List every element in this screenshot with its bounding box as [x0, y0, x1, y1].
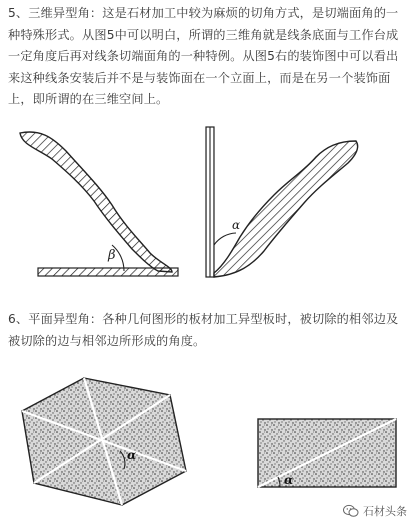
left-table-base: [38, 268, 178, 276]
watermark-text: 石材头条: [363, 505, 407, 518]
rectangle-angle-label: α: [284, 473, 294, 487]
left-angle-label: β: [108, 248, 116, 263]
section-5-paragraph: 5、三维异型角：这是石材加工中较为麻烦的切角方式，是切端面角的一种特殊形式。从图5中可以明白，所谓的三维角就是线条底面与工作台成一定角度后再对线条切端面角的一种特例。从图5右的装饰图中可以看出来这种线条安装后并不是与装饰面在一个立面上，而是在另一个装饰面上，即所谓的在三维空间上。: [8, 6, 399, 106]
figure-6-diagram: [0, 375, 417, 505]
left-molding-profile: [20, 132, 172, 272]
right-wall-base: [206, 127, 214, 277]
right-molding-profile: [214, 141, 358, 277]
right-angle-arc: [214, 233, 236, 245]
left-profile-drawing: [20, 132, 178, 276]
hexagon-angle-label: α: [127, 448, 137, 462]
figure-5-diagram: [0, 125, 417, 285]
rectangle-drawing: [258, 419, 396, 487]
right-profile-drawing: [206, 127, 358, 277]
section-6-paragraph: 6、平面异型角：各种几何图形的板材加工异型板时，被切除的相邻边及被切除的边与相邻边所形成的角度。: [8, 312, 399, 348]
hexagon-drawing: [22, 378, 186, 505]
wechat-icon: [343, 504, 359, 518]
watermark: [343, 503, 407, 519]
right-angle-label: α: [232, 218, 241, 232]
